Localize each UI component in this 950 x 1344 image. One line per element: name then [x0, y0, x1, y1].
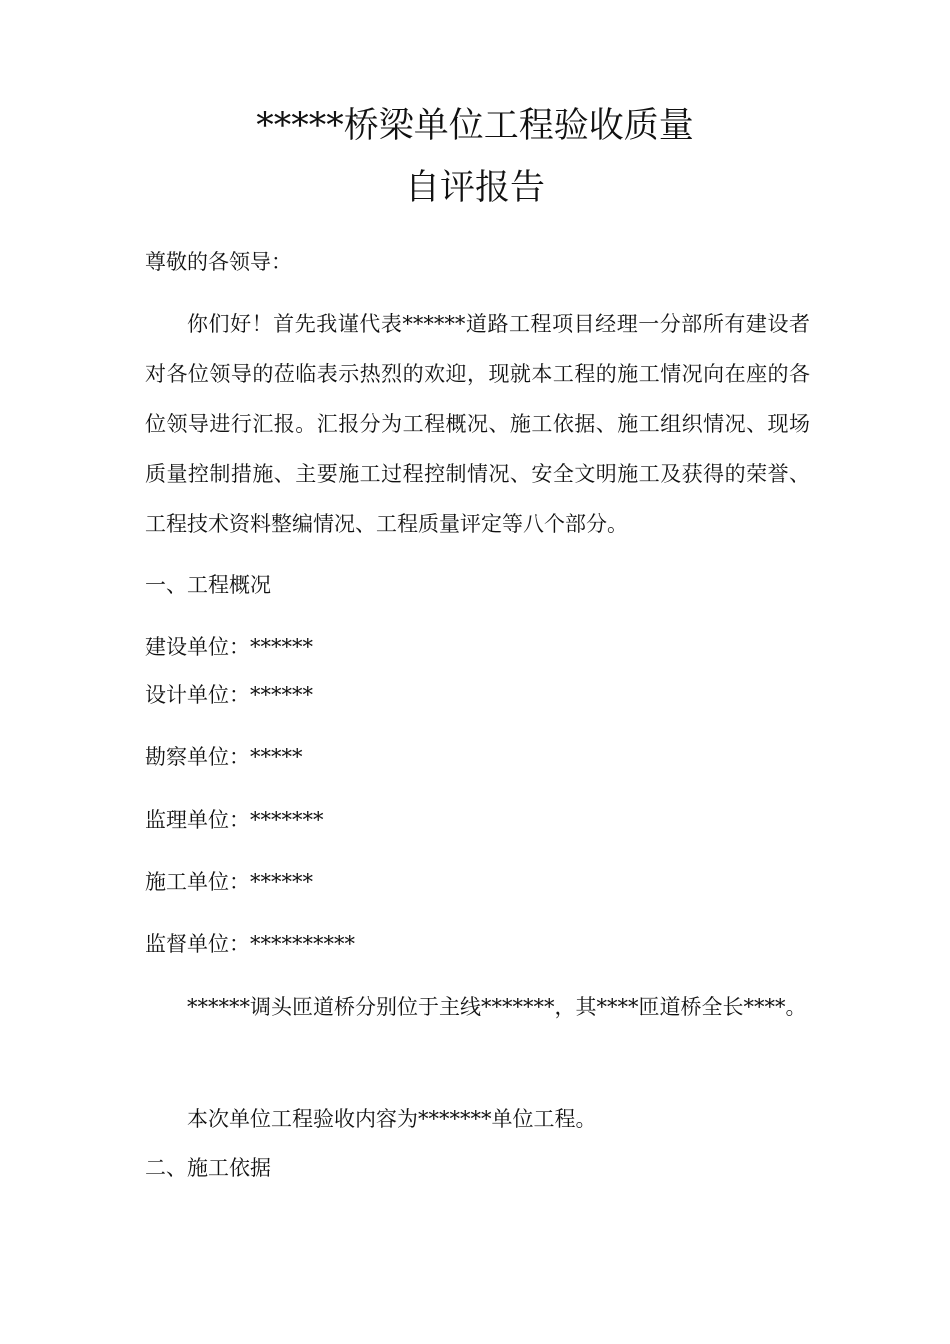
- unit-value: *****: [250, 745, 303, 769]
- unit-value: ******: [250, 870, 313, 894]
- unit-value: ******: [250, 683, 313, 707]
- unit-label: 设计单位：: [145, 683, 250, 707]
- unit-row-construction-owner: [145, 632, 810, 662]
- intro-paragraph: 你们好！首先我谨代表******道路工程项目经理一分部所有建设者对各位领导的莅临表示热烈的欢迎，现就本工程的施工情况向在座的各位领导进行汇报。汇报分为工程概况、施工依据、施工组织情况、现场质量控制措施、主要施工过程控制情况、安全文明施工及获得的荣誉、工程技术资料整编情况、工程质量评定等八个部分。: [145, 312, 810, 536]
- unit-row-supervision: [145, 805, 810, 835]
- unit-value: ******: [250, 635, 313, 659]
- unit-row-contractor: [145, 867, 810, 897]
- unit-label: 监理单位：: [145, 808, 250, 832]
- bridge-description-paragraph: ******调头匝道桥分别位于主线*******，其****匝道桥全长****。: [187, 995, 807, 1019]
- unit-row-survey: [145, 742, 810, 772]
- unit-label: 施工单位：: [145, 870, 250, 894]
- salutation: 尊敬的各领导：: [145, 250, 292, 274]
- unit-label: 建设单位：: [145, 635, 250, 659]
- unit-label: 勘察单位：: [145, 745, 250, 769]
- unit-row-oversight: [145, 929, 810, 959]
- section-heading-basis: 二、施工依据: [145, 1156, 271, 1180]
- unit-row-design: [145, 680, 810, 710]
- document-title-line2: 自评报告: [404, 168, 545, 208]
- unit-value: **********: [250, 932, 355, 956]
- unit-label: 监督单位：: [145, 932, 250, 956]
- acceptance-scope-paragraph: 本次单位工程验收内容为*******单位工程。: [187, 1107, 597, 1131]
- section-heading-overview: 一、工程概况: [145, 573, 271, 597]
- document-title-line1: *****桥梁单位工程验收质量: [256, 106, 694, 146]
- unit-value: *******: [250, 808, 324, 832]
